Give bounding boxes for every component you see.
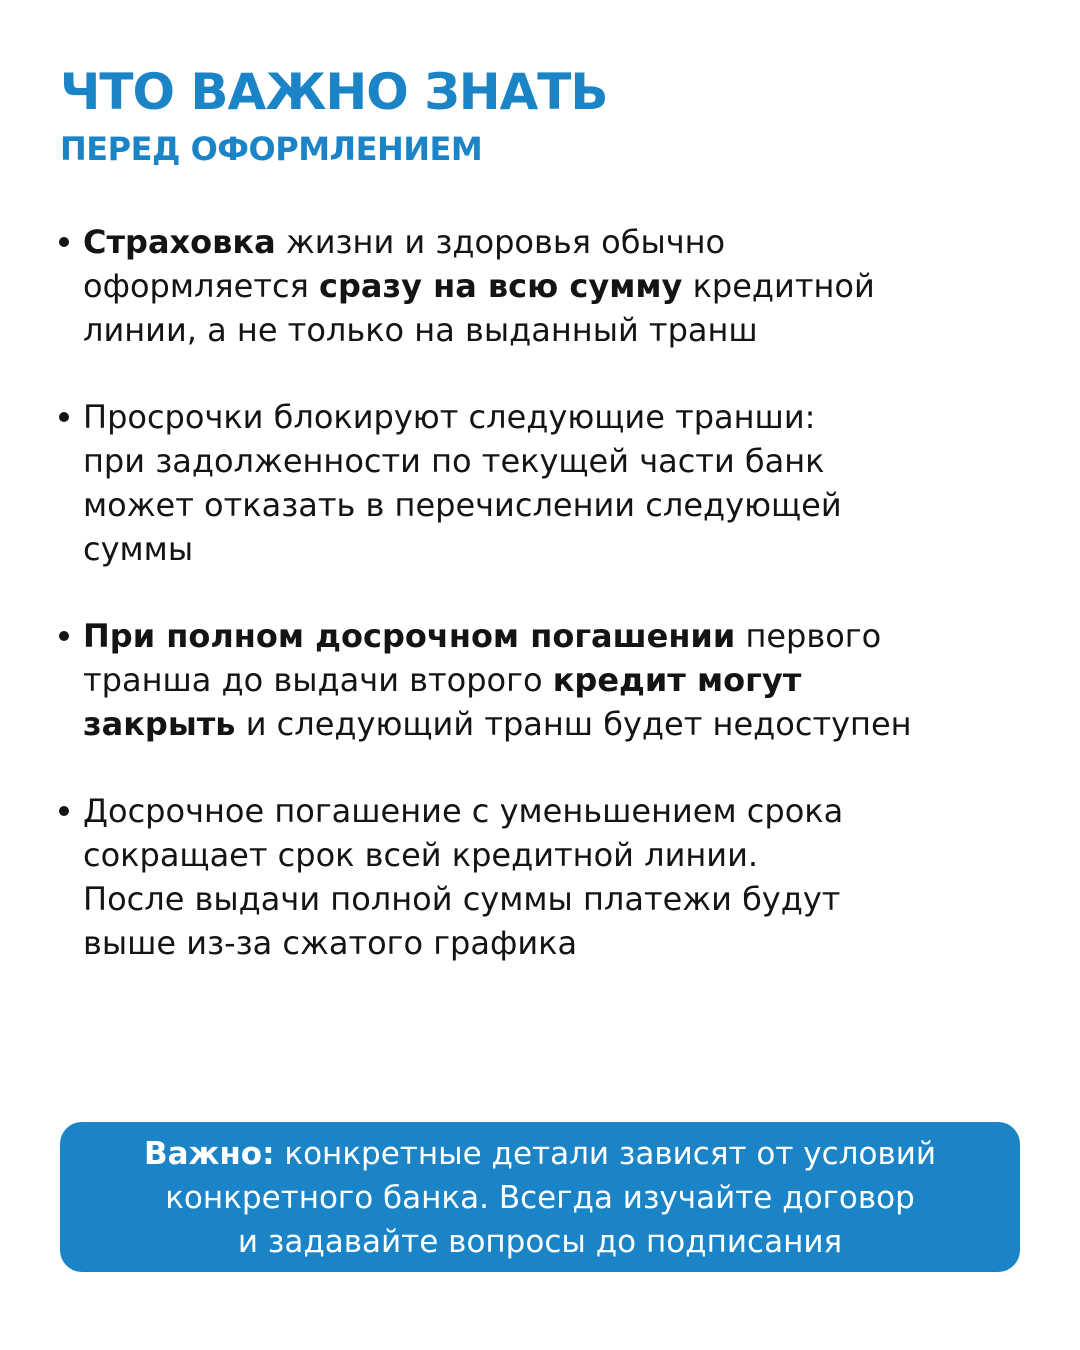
page-title: ЧТО ВАЖНО ЗНАТЬ	[60, 63, 608, 121]
text-line	[83, 789, 1016, 833]
text-line	[83, 921, 1016, 965]
text-segment: выше из-за сжатого графика	[83, 924, 578, 962]
text-line	[83, 483, 1016, 527]
bullet-item	[56, 614, 1016, 746]
bullet-list	[56, 220, 1016, 1008]
bullet-dot-icon	[59, 237, 69, 247]
text-segment: первого	[735, 617, 882, 655]
bullet-dot-icon	[59, 412, 69, 422]
bold-text: Важно:	[143, 1136, 275, 1172]
text-segment: конкретные детали зависят от условий	[274, 1136, 937, 1172]
text-segment: кредитной	[682, 267, 875, 305]
text-line	[83, 833, 1016, 877]
text-line	[83, 395, 1016, 439]
bullet-item	[56, 395, 1016, 571]
text-line	[83, 264, 1016, 308]
text-segment: Досрочное погашение с уменьшением срока	[83, 792, 844, 830]
page-subtitle: ПЕРЕД ОФОРМЛЕНИЕМ	[60, 130, 483, 168]
text-segment: и следующий транш будет недоступен	[235, 705, 912, 743]
bullet-item	[56, 789, 1016, 965]
bold-text: сразу на всю сумму	[319, 267, 683, 305]
text-segment: конкретного банка. Всегда изучайте договор	[165, 1180, 915, 1216]
bold-text: При полном досрочном погашении	[83, 617, 736, 655]
bullet-dot-icon	[59, 631, 69, 641]
text-line	[83, 439, 1016, 483]
text-segment: линии, а не только на выданный транш	[83, 311, 758, 349]
text-segment: суммы	[83, 530, 194, 568]
text-line	[83, 527, 1016, 571]
text-line	[60, 1132, 1020, 1176]
text-line	[83, 658, 1016, 702]
text-segment: Просрочки блокируют следующие транши:	[83, 398, 816, 436]
text-segment: сокращает срок всей кредитной линии.	[83, 836, 759, 874]
text-segment: и задавайте вопросы до подписания	[237, 1224, 843, 1260]
text-segment: транша до выдачи второго	[83, 661, 553, 699]
text-line	[60, 1220, 1020, 1264]
text-line	[83, 877, 1016, 921]
text-line	[83, 702, 1016, 746]
text-segment: может отказать в перечислении следующей	[83, 486, 842, 524]
bold-text: кредит могут	[552, 661, 802, 699]
text-segment: при задолженности по текущей части банк	[83, 442, 825, 480]
text-segment: жизни и здоровья обычно	[275, 223, 726, 261]
important-note	[60, 1122, 1020, 1272]
bold-text: Страховка	[83, 223, 276, 261]
text-line	[83, 614, 1016, 658]
bullet-dot-icon	[59, 806, 69, 816]
text-line	[83, 220, 1016, 264]
bold-text: закрыть	[83, 705, 236, 743]
bullet-item	[56, 220, 1016, 352]
text-line	[60, 1176, 1020, 1220]
text-line	[83, 308, 1016, 352]
text-segment: оформляется	[83, 267, 320, 305]
text-segment: После выдачи полной суммы платежи будут	[83, 880, 841, 918]
